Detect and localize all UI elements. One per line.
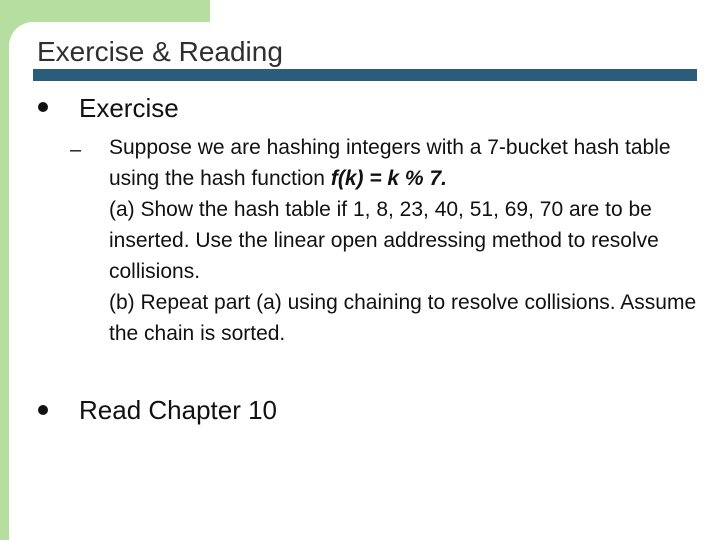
decorative-top-bar [0, 0, 210, 22]
hash-function-formula: f(k) = k % 7. [330, 167, 447, 190]
exercise-description [109, 132, 704, 349]
bullet-read-chapter: Read Chapter 10 [79, 395, 278, 425]
exercise-intro [109, 132, 704, 194]
exercise-part-a: (a) Show the hash table if 1, 8, 23, 40, 51, 69, 70 are to be inserted. Use the linear open addressing method to resolve collisions. [109, 198, 659, 283]
title-underline [33, 69, 697, 81]
bullet-exercise: Exercise [79, 93, 179, 123]
exercise-part-b: (b) Repeat part (a) using chaining to resolve collisions. Assume the chain is sorted. [109, 291, 697, 345]
decorative-left-bar [0, 0, 9, 540]
bullet-dot-exercise [38, 102, 48, 112]
slide-title: Exercise & Reading [37, 36, 283, 67]
bullet-dot-reading [38, 405, 48, 415]
exercise-intro-text: Suppose we are hashing integers with a 7-bucket hash table using the hash function [109, 136, 671, 190]
sub-bullet-dash: – [70, 139, 82, 161]
